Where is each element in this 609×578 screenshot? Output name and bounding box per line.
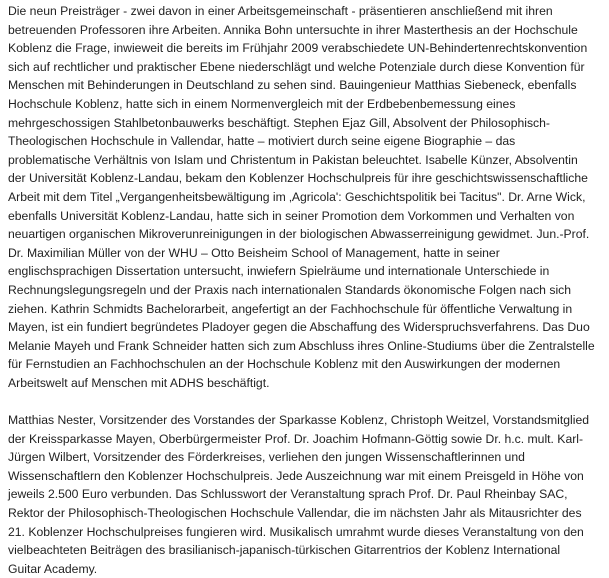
text-line: Arbeitswelt auf Menschen mit ADHS beschäftigt. (8, 375, 270, 390)
paragraph (8, 411, 609, 578)
text-line: für Fernstudien an Fachhochschulen an der Hochschule Koblenz mit den Auswirkungen der modernen (8, 357, 561, 372)
text-line: Mayen, ist ein fundiert begründetes Pladoyer gegen die Abschaffung des Widerspruchsverfahrens. Das Duo (8, 320, 590, 335)
text-line: Arbeit mit dem Titel „Vergangenheitsbewältigung im ‚Agricola': Geschichtspolitik bei Tacitus". Dr. Arne Wick, (8, 189, 586, 204)
text-line: Jürgen Wilbert, Vorsitzender des Förderkreises, verliehen den jungen Wissenschaftlerinnen und (8, 450, 525, 465)
text-line: Melanie Mayeh und Frank Schneider hatten sich zum Abschluss ihres Online-Studiums über die Zentralstelle (8, 338, 595, 353)
text-line: problematische Verhältnis von Islam und Christentum in Pakistan beleuchtet. Isabelle Künzer, Absolventin (8, 152, 578, 167)
text-line: Koblenz die Frage, inwieweit die bereits im Frühjahr 2009 verabschiedete UN-Behindertenrechtskonvention (8, 41, 588, 56)
text-line: Theologischen Hochschule in Vallendar, hatte – motiviert durch seine eigene Biographie – das (8, 134, 516, 149)
text-line: ebenfalls Universität Koblenz-Landau, hatte sich in seiner Promotion dem Vorkommen und Verhalten von (8, 208, 575, 223)
text-line: englischsprachigen Dissertation untersucht, inwiefern Spielräume und internationale Unterschiede in (8, 264, 550, 279)
text-line: Rechnungslegungsregeln und der Praxis nach internationalen Standards ökonomische Folgen nach sich (8, 282, 572, 297)
text-line: sich auf rechtlicher und praktischer Ebene niederschlägt und welche Potenziale durch diese Konvention für (8, 59, 585, 74)
text-line: Wissenschaftlern den Koblenzer Hochschulpreis. Jede Auszeichnung war mit einem Preisgeld in Höhe von (8, 468, 584, 483)
text-line: jeweils 2.500 Euro verbunden. Das Schlusswort der Veranstaltung sprach Prof. Dr. Paul Rheinbay SAC, (8, 487, 568, 502)
text-line: Menschen mit Behinderungen in Deutschland zu sehen sind. Bauingenieur Matthias Siebeneck, ebenfalls (8, 78, 577, 93)
text-line: Matthias Nester, Vorsitzender des Vorstandes der Sparkasse Koblenz, Christoph Weitzel, Vorstandsmitglied (8, 413, 590, 428)
text-line: neuartigen organischen Mikroverunreinigungen in der biologischen Abwasserreinigung gewidmet. Jun.-Prof. (8, 227, 590, 242)
text-line: Guitar Academy. (8, 561, 98, 576)
text-line: 21. Koblenzer Hochschulpreises fungieren wird. Musikalisch umrahmt wurde dieses Veranstaltung von den (8, 524, 584, 539)
paragraph (8, 2, 609, 392)
text-line: Dr. Maximilian Müller von der WHU – Otto Beisheim School of Management, hatte in seiner (8, 245, 500, 260)
text-line: vielbeachteten Beiträgen des brasilianisch-japanisch-türkischen Gitarrentrios der Koblenz International (8, 543, 561, 558)
text-line: Hochschule Koblenz, hatte sich in einem Normenvergleich mit der Erdbebenbemessung eines (8, 96, 516, 111)
text-line: Die neun Preisträger - zwei davon in einer Arbeitsgemeinschaft - präsentieren anschließend mit ihren (8, 4, 553, 18)
text-line: ziehen. Kathrin Schmidts Bachelorarbeit, angefertigt an der Fachhochschule für öffentliche Verwaltung in (8, 301, 573, 316)
text-line: betreuenden Professoren ihre Arbeiten. Annika Bohn untersuchte in ihrer Masterthesis an der Hochschule (8, 22, 578, 37)
text-line: der Universität Koblenz-Landau, bekam den Koblenzer Hochschulpreis für ihre geschichtswissenschaftliche (8, 171, 588, 186)
text-line: mehrgeschossigen Stahlbetonbauwerks beschäftigt. Stephen Ejaz Gill, Absolvent der Philosophisch- (8, 115, 550, 130)
text-line: Rektor der Philosophisch-Theologischen Hochschule Vallendar, die im nächsten Jahr als Mitausrichter des (8, 506, 582, 521)
text-line: der Kreissparkasse Mayen, Oberbürgermeister Prof. Dr. Joachim Hofmann-Göttig sowie Dr. h.c. mult. Karl- (8, 431, 584, 446)
